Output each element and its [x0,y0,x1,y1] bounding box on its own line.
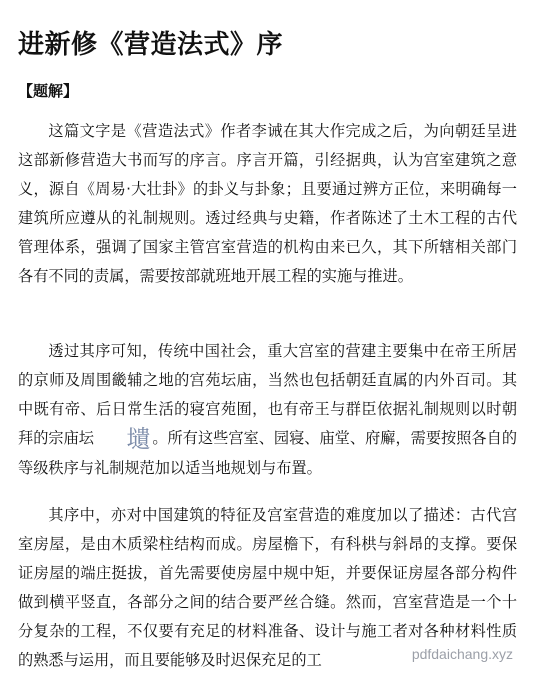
paragraph-2-text-before: 透过其序可知，传统中国社会，重大宫室的营建主要集中在帝王所居的京师及周围畿辅之地的宫苑坛庙，当然也包括朝廷直属的内外百司。其中既有帝、后日常生活的寝宫苑囿，也有帝王与群臣依据礼制规则以时朝拜的宗庙坛 [18,342,517,447]
paragraph-1: 这篇文字是《营造法式》作者李诫在其大作完成之后，为向朝廷呈进这部新修营造大书而写的序言。序言开篇，引经据典，认为宫室建筑之意义，源自《周易·大壮卦》的卦义与卦象；且要通过辨方正位，来明确每一建筑所应遵从的礼制规则。透过经典与史籍，作者陈述了土木工程的古代管理体系，强调了国家主管宫室营造的机构由来已久，其下所辖相关部门各有不同的责属，需要按部就班地开展工程的实施与推进。 [18,122,517,285]
page-title: 进新修《营造法式》序 [18,30,284,60]
paragraph-2-text-after: 。所有这些宫室、园寝、庙堂、府廨，需要按照各自的等级秩序与礼制规范加以适当地规划与布置。 [18,429,518,477]
paragraph-3: 其序中，亦对中国建筑的特征及宫室营造的难度加以了描述：古代宫室房屋，是由木质梁柱结构而成。房屋檐下，有科栱与斜昂的支撑。要保证房屋的端庄挺拔，首先需要使房屋中规中矩，并要保证房屋各部分构件做到横平竖直，各部分之间的结合要严丝合缝。然而，宫室营造是一个十分复杂的工程，不仅要有充足的材料准备、设计与施工者对各种材料性质的熟悉与运用，而且要能够及时迟保充足的工 [18,506,517,669]
rare-character: 壝 [126,425,151,453]
watermark: pdfdaichang.xyz [411,646,513,662]
section-label: 【题解】 [18,82,79,100]
paragraph-2 [18,337,517,483]
